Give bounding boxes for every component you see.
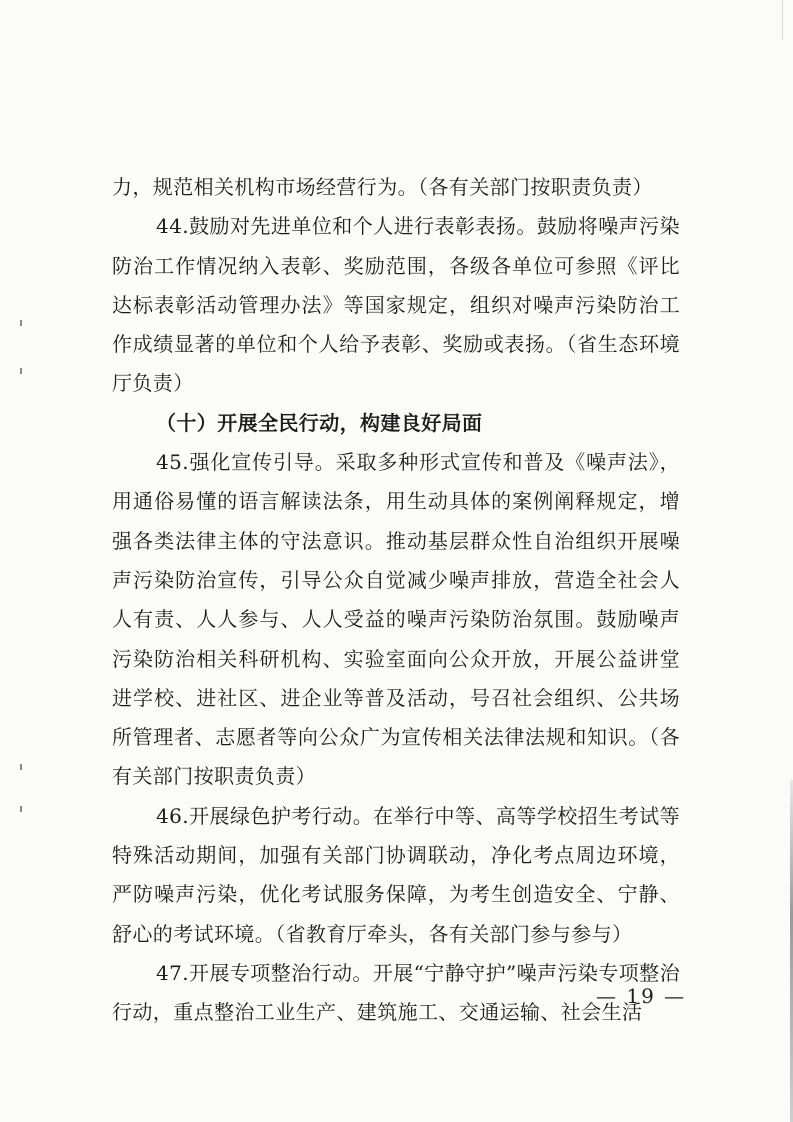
page-number: — 19 — xyxy=(596,984,687,1008)
paragraph-item-47: 47.开展专项整治行动。开展“宁静守护”噪声污染专项整治行动，重点整治工业生产、建筑施工、交通运输、社会生活 xyxy=(112,960,680,1025)
paragraph-item-45: 45.强化宣传引导。采取多种形式宣传和普及《噪声法》，用通俗易懂的语言解读法条，用生动具体的案例阐释规定，增强各类法律主体的守法意识。推动基层群众性自治组织开展噪声污染防治宣传，引导公众自觉减少噪声排放，营造全社会人人有责、人人参与、人人受益的噪声污染防治氛围。鼓励噪声污染防治相关科研机构、实验室面向公众开放，开展公益讲堂进学校、进社区、进企业等普及活动，号召社会组织、公共场所管理者、志愿者等向公众广为宣传相关法律法规和知识。（各有关部门按职责负责） xyxy=(112,450,680,789)
binding-mark xyxy=(20,368,22,374)
body-text xyxy=(112,168,680,1033)
binding-mark xyxy=(20,320,22,326)
scan-corner-mark xyxy=(782,0,793,40)
paragraph-item-44: 44.鼓励对先进单位和个人进行表彰表扬。鼓励将噪声污染防治工作情况纳入表彰、奖励范围，各级各单位可参照《评比达标表彰活动管理办法》等国家规定，组织对噪声污染防治工作成绩显著的单位和个人给予表彰、奖励或表扬。（省生态环境厅负责） xyxy=(112,214,680,396)
section-heading: （十）开展全民行动，构建良好局面 xyxy=(156,410,483,435)
paragraph-item-46: 46.开展绿色护考行动。在举行中等、高等学校招生考试等特殊活动期间，加强有关部门协调联动，净化考点周边环境，严防噪声污染，优化考试服务保障，为考生创造安全、宁静、舒心的考试环境。（省教育厅牵头，各有关部门参与参与） xyxy=(112,803,680,946)
binding-mark xyxy=(20,806,22,812)
binding-mark xyxy=(20,764,22,770)
paragraph-continuation: 力，规范相关机构市场经营行为。（各有关部门按职责负责） xyxy=(112,175,653,199)
